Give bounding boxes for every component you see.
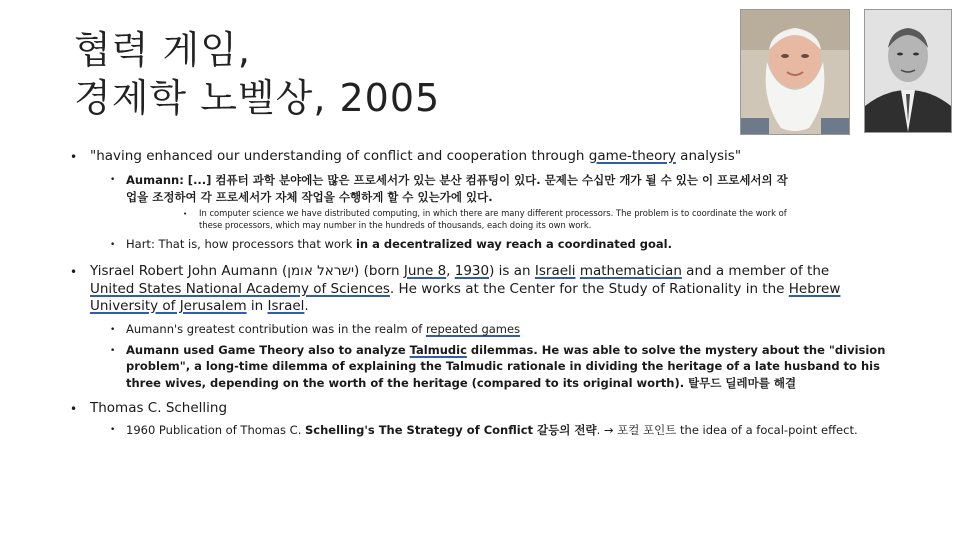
sub-bullet-marker: •: [110, 346, 116, 356]
aumann-contribution: [126, 322, 520, 336]
aumann-bio-line-1: [90, 263, 829, 279]
nas-link[interactable]: United States National Academy of Sciences: [90, 281, 390, 297]
bio-text: . He works at the Center for the Study of Rationality in the: [389, 281, 789, 297]
bio-text: ) is an: [489, 263, 535, 279]
game-theory-link[interactable]: game-theory: [588, 148, 676, 164]
hart-text-b: in a decentralized way reach a coordinated goal.: [355, 237, 672, 251]
talmud-text: Aumann used Game Theory also to analyze: [126, 343, 410, 357]
schelling-heading: Thomas C. Schelling: [90, 400, 228, 416]
citation-text-close: analysis": [675, 148, 742, 164]
bullet-marker: •: [70, 402, 78, 416]
talmud-line-1: [126, 343, 885, 357]
israeli-link[interactable]: Israeli: [534, 263, 576, 279]
hart-label: Hart: [126, 237, 151, 251]
1930-link[interactable]: 1930: [454, 263, 490, 279]
sub-bullet-marker: •: [110, 175, 116, 185]
title-line-2: 경제학 노벨상, 2005: [74, 76, 441, 120]
bio-text: in: [246, 298, 268, 314]
title-line-1: 협력 게임,: [74, 28, 251, 72]
hebrew-name: ישראל אומן: [287, 263, 355, 279]
talmud-line-3: three wives, depending on the worth of the heritage (compared to its original worth). 탈무드 딜레마를 해결: [126, 376, 797, 390]
bio-text: and a member of the: [681, 263, 830, 279]
hebrew-university-link[interactable]: Hebrew: [788, 281, 841, 297]
aumann-bio-line-3: [90, 298, 309, 314]
citation-text-open: "having enhanced our understanding of conflict and cooperation through: [90, 148, 589, 164]
bullet-marker: •: [70, 265, 78, 279]
bio-text: .: [304, 298, 309, 314]
bullet-nobel-citation: [90, 148, 741, 164]
aumann-korean-line-1: Aumann: [...] 컴퓨터 과학 분야에는 많은 프로세서가 있는 분산 컴퓨팅이 있다. 문제는 수십만 개가 될 수 있는 이 프로세서의 작: [126, 173, 788, 187]
publication-title: Schelling's The Strategy of Conflict 갈등의 전략: [305, 423, 597, 437]
talmud-text: dilemmas. He was able to solve the mystery about the "division: [466, 343, 886, 357]
talmud-line-2: problem", a long-time dilemma of explaining the Talmudic rationale in dividing the heritage of a late husband to his: [126, 359, 880, 373]
bio-text: ,: [446, 263, 455, 279]
schelling-publication: [126, 422, 858, 438]
aumann-korean-line-2: 업을 조정하여 각 프로세서가 자체 작업을 수행하게 할 수 있는가에 있다.: [126, 190, 493, 204]
sub-bullet-marker: •: [110, 240, 116, 250]
mathematician-link[interactable]: mathematician: [579, 263, 682, 279]
focal-point-text: the idea of a focal-point effect.: [676, 423, 858, 437]
sub-bullet-marker: •: [110, 425, 116, 435]
aumann-bio-line-2: [90, 281, 840, 297]
hebrew-university-link[interactable]: University of Jerusalem: [90, 298, 247, 314]
cs-text-b: . The problem is to coordinate the work of: [610, 208, 787, 218]
israel-link[interactable]: Israel: [267, 298, 305, 314]
bio-text: ) (born: [354, 263, 404, 279]
bio-text: Yisrael Robert John Aumann (: [90, 263, 288, 279]
bullet-marker: •: [70, 150, 78, 164]
computer-science-line-1: [199, 208, 787, 218]
hart-text-a: : That is, how processors that work: [150, 237, 356, 251]
computer-science-line-2: these processors, which may number in the hundreds of thousands, each doing its own work.: [199, 220, 592, 230]
talmudic-link[interactable]: Talmudic: [409, 343, 467, 357]
june-8-link[interactable]: June 8: [403, 263, 447, 279]
cs-text-a: In computer science we have distributed computing, in which there are many different processors: [199, 208, 611, 218]
repeated-games-link[interactable]: repeated games: [425, 322, 521, 336]
focal-point-korean: . → 포컬 포인트: [596, 423, 677, 437]
publication-text: 1960 Publication of Thomas C.: [126, 423, 306, 437]
sub-bullet-marker: •: [110, 325, 116, 335]
contribution-text: Aumann's greatest contribution was in the realm of: [126, 322, 426, 336]
hart-quote: [126, 237, 672, 251]
sub-sub-bullet-marker: •: [183, 210, 188, 218]
